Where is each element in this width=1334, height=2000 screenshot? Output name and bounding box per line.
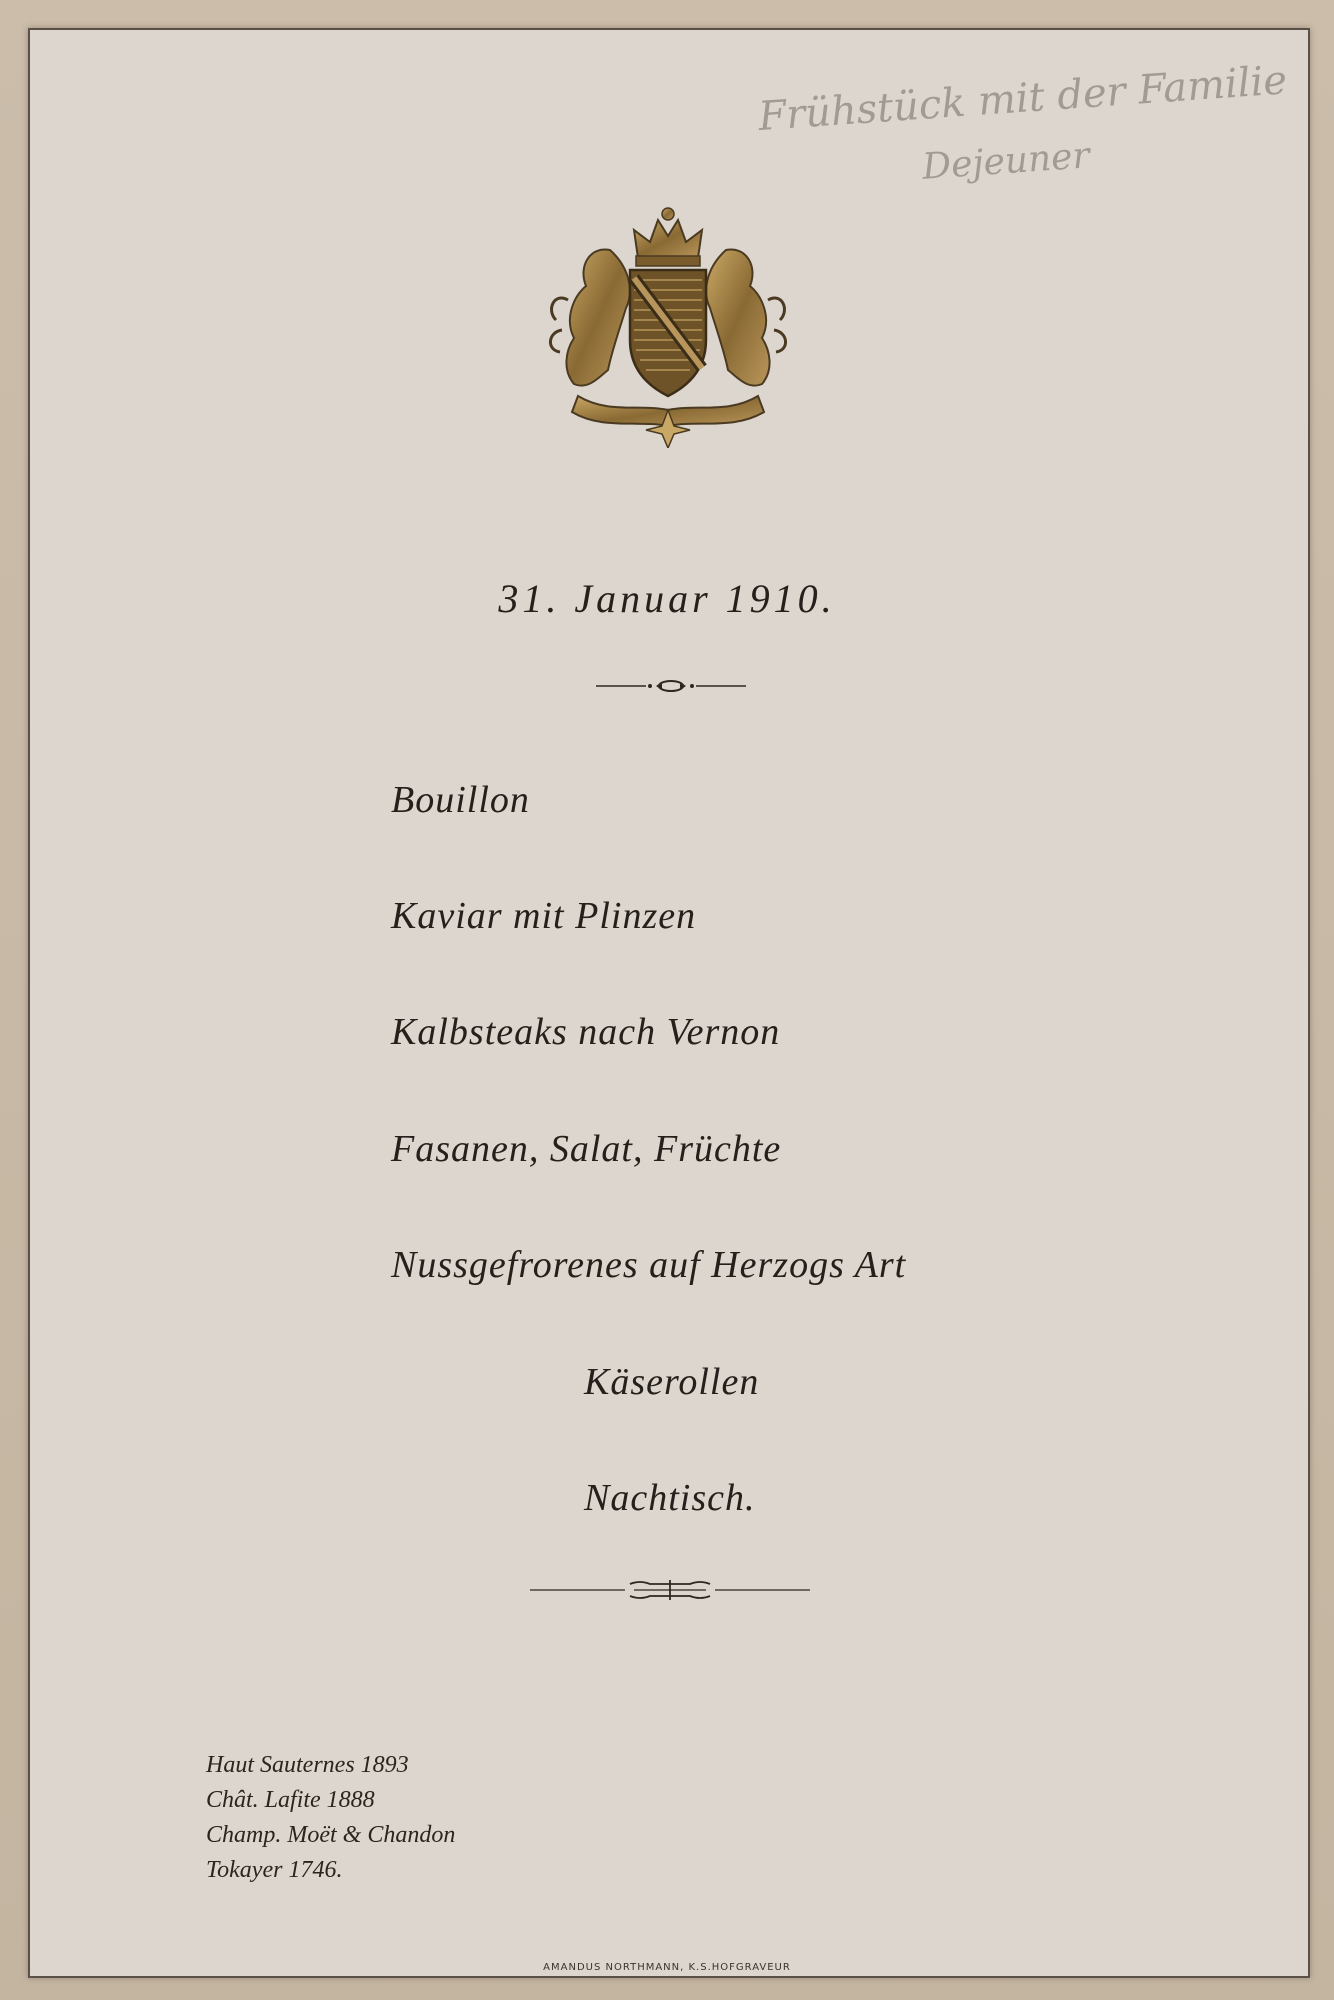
wine-item: Champ. Moët & Chandon [206,1822,456,1848]
inscription-line-2: Dejeuner [920,135,1091,188]
inscription-line-1: Frühstück mit der Familie [756,57,1289,141]
menu-course: Kaviar mit Plinzen [391,895,697,937]
menu-course: Kalbsteaks nach Vernon [391,1011,781,1053]
wine-item: Haut Sauternes 1893 [206,1752,409,1778]
ornament-divider-bottom [530,1578,810,1602]
menu-course: Bouillon [391,779,530,821]
menu-course: Nachtisch. [584,1477,756,1519]
coat-of-arms-icon [538,200,798,448]
wine-item: Tokayer 1746. [206,1857,343,1883]
wine-list [206,1748,455,1888]
ornament-divider-top [596,676,746,696]
menu-course: Käserollen [584,1361,760,1403]
printer-imprint: AMANDUS NORTHMANN, K.S.HOFGRAVEUR [543,1962,791,1973]
menu-course: Nussgefrorenes auf Herzogs Art [391,1244,907,1286]
crown-icon [634,208,702,266]
wine-item: Chât. Lafite 1888 [206,1787,375,1813]
menu-date: 31. Januar 1910. [498,576,836,621]
menu-course: Fasanen, Salat, Früchte [391,1128,782,1170]
